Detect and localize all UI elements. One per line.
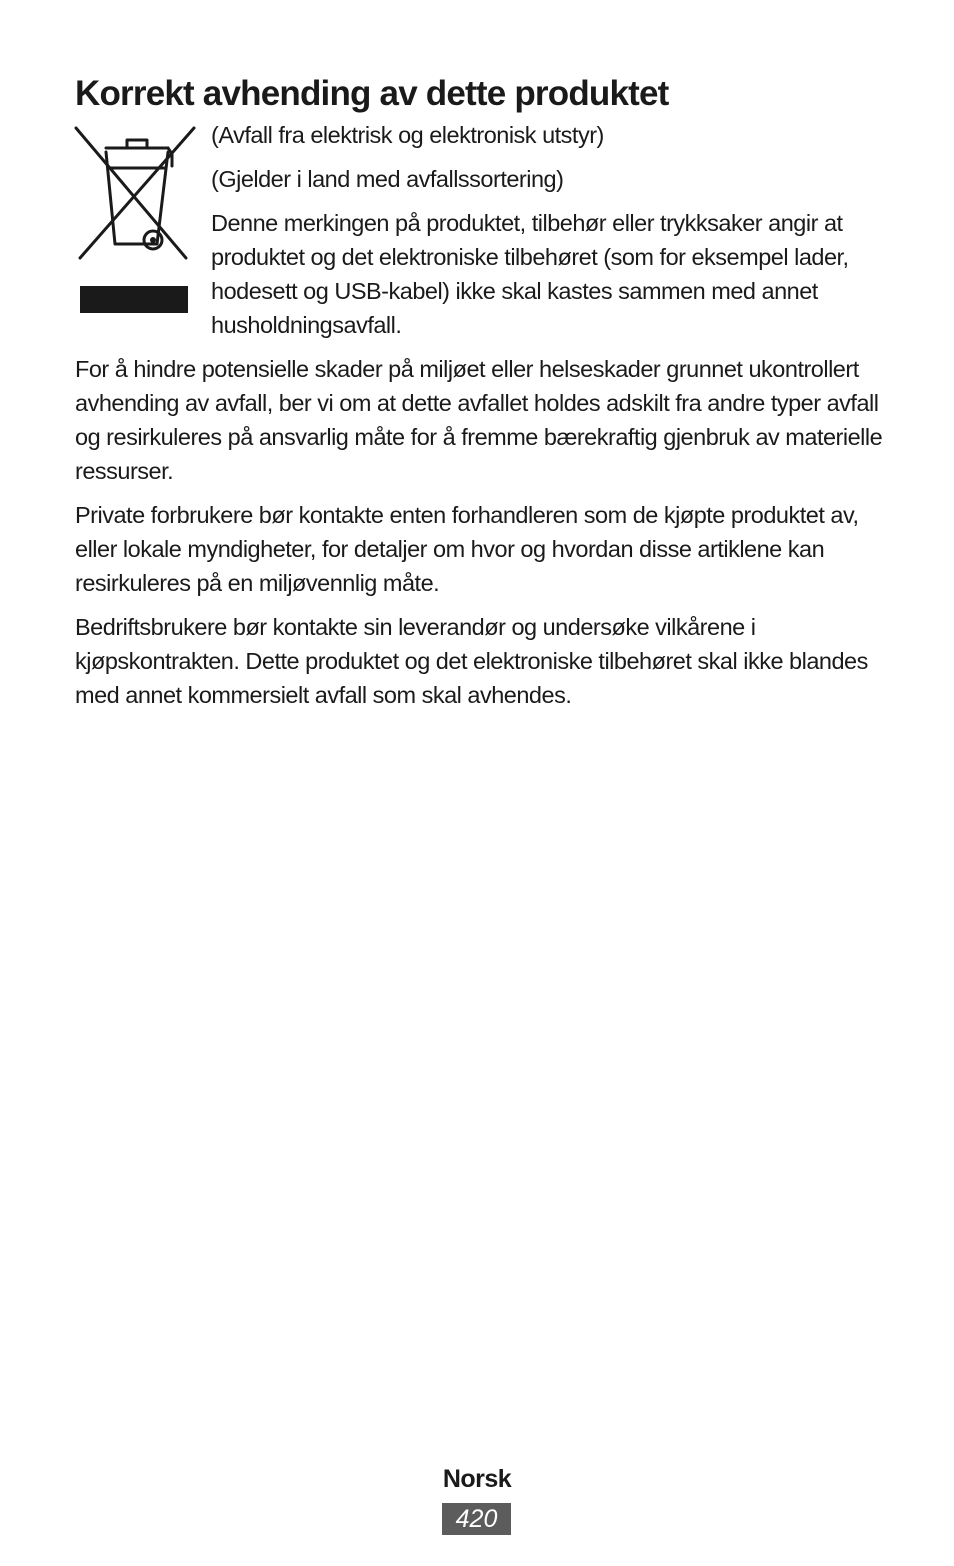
body-paragraph-environment: For å hindre potensielle skader på miljøet eller helseskader grunnet ukontrollert avhending av avfall, ber vi om at dette avfallet holdes adskilt fra andre typer avfall og resirkuleres på ansvarlig måte for å fremme bærekraftig gjenbruk av materielle ressurser. <box>75 356 883 484</box>
body-text-block <box>75 352 905 722</box>
intro-line-applicability: (Gjelder i land med avfallssortering) <box>211 166 564 192</box>
intro-paragraph: Denne merkingen på produktet, tilbehør eller trykksaker angir at produktet og det elektroniske tilbehøret (som for eksempel lader, hodesett og USB-kabel) ikke skal kastes sammen med annet husholdningsavfall. <box>211 210 849 338</box>
page-title: Korrekt avhending av dette produktet <box>75 74 669 113</box>
body-paragraph-private-consumers: Private forbrukere bør kontakte enten forhandleren som de kjøpte produktet av, eller lokale myndigheter, for detaljer om hvor og hvordan disse artiklene kan resirkuleres på en miljøvennlig måte. <box>75 502 859 596</box>
intro-text-block <box>211 118 911 352</box>
crossed-out-wheelie-bin-icon <box>73 124 197 318</box>
body-paragraph-business-users: Bedriftsbrukere bør kontakte sin leverandør og undersøke vilkårene i kjøpskontrakten. Dette produktet og det elektroniske tilbehøret skal ikke blandes med annet kommersielt avfall som skal avhendes. <box>75 614 868 708</box>
page-number-badge: 420 <box>442 1503 511 1535</box>
intro-line-weee: (Avfall fra elektrisk og elektronisk utstyr) <box>211 122 604 148</box>
footer-language-label: Norsk <box>442 1465 512 1493</box>
